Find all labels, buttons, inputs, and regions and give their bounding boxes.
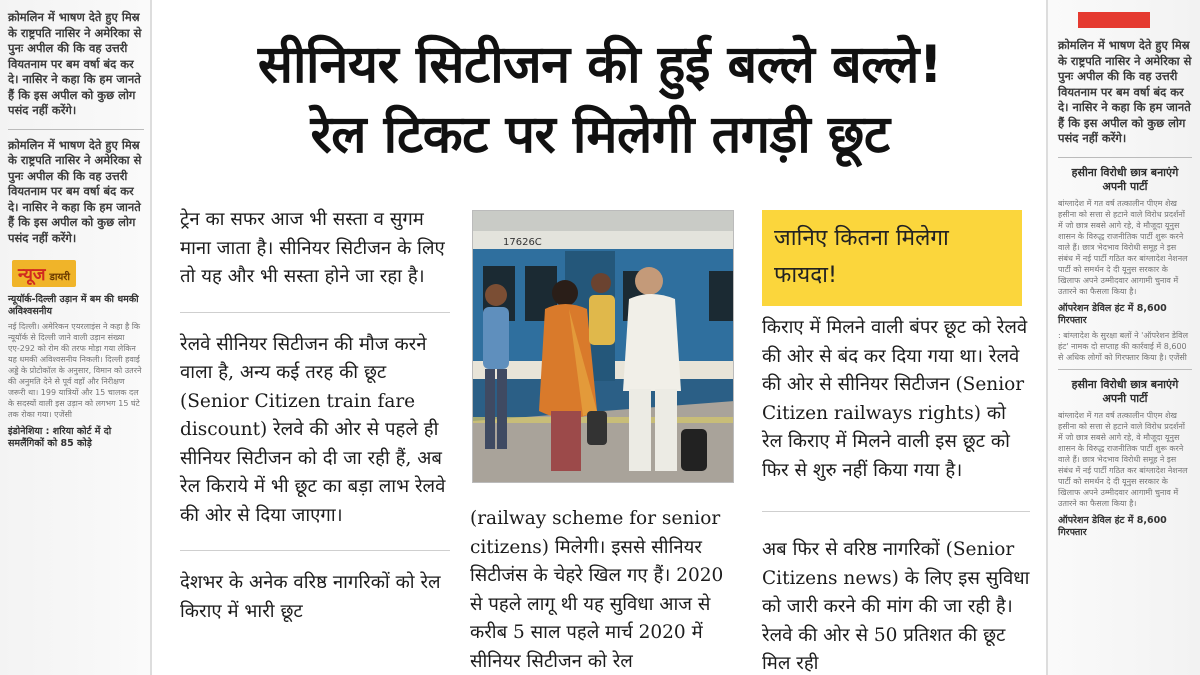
left-news-body-1: नई दिल्ली। अमेरिकन एयरलाइंस ने कहा है कि न्यूयॉर्क से दिल्ली जाने वाली उड़ान संख्या एए-292 को रोम की तरफ मोड़ा गया लेकिन यह धमकी अविश्वसनीय निकली। दिल्ली हवाई अड्डे के प्रोटोकॉल के अनुसार, विमान को उतरने की अनुमति देने से पूर्व वहाँ और निरीक्षण जरूरी था। 199 यात्रियों और 15 चालक दल के सदस्यों वाली इस उड़ान को लगभग 15 घंटे तक रोका गया। एजेंसी [8, 322, 142, 419]
col3-divider [762, 511, 1030, 512]
right-blurb: क्रोमलिन में भाषण देते हुए मिस्र के राष्ट्रपति नासिर ने अमेरिका से पुनः अपील की कि वह उत्तरी वियतनाम पर बम वर्षा बंद कर दे। नासिर ने कहा कि हम जानते हैं कि इस अपील को कुछ लोग पसंद नहीं करेंगे। [1058, 38, 1192, 145]
right-box-head-1: हसीना विरोधी छात्र बनाएंगे अपनी पार्टी [1071, 165, 1179, 193]
coach-number: 17626C [503, 237, 542, 248]
article-column-1 [180, 206, 450, 626]
right-tiny-body-1: : बांग्लादेश के सुरक्षा बलों ने 'ऑपरेशन डेविल हंट' नामक दो सप्ताह की कार्रवाई में 8,600 से अधिक लोगों को गिरफ्तार किया है। एजेंसी [1058, 330, 1189, 362]
left-blurb-1: क्रोमलिन में भाषण देते हुए मिस्र के राष्ट्रपति नासिर ने अमेरिका से पुनः अपील की कि वह उत्तरी वियतनाम पर बम वर्षा बंद कर दे। नासिर ने कहा कि हम जानते हैं कि इस अपील को कुछ लोग पसंद नहीं करेंगे। [8, 10, 142, 117]
col1-paragraph-1: ट्रेन का सफर आज भी सस्ता व सुगम माना जाता है। सीनियर सिटीजन के लिए तो यह और भी सस्ता होने जा रहा है। [180, 209, 445, 287]
right-red-bar [1078, 12, 1150, 28]
left-news-head-1: न्यूयॉर्क-दिल्ली उड़ान में बम की धमकी अविश्वसनीय [8, 294, 139, 317]
headline-line-1: सीनियर सिटीजन की हुई बल्ले बल्ले! [257, 35, 943, 95]
left-newspaper-strip [0, 0, 152, 675]
col1-divider-1 [180, 312, 450, 313]
callout-text: जानिए कितना मिलेगा फायदा! [774, 225, 949, 288]
article-column-2 [470, 505, 732, 675]
article-column-3 [762, 314, 1030, 675]
col3-paragraph-1: किराए में मिलने वाली बंपर छूट को रेलवे की ओर से बंद कर दिया गया था। रेलवे की ओर से सीनियर सिटीजन (Senior Citizen railways rights) को रेल किराए में मिलने वाली इस छूट को फिर से शुरु नहीं किया गया है। [762, 317, 1028, 481]
col1-paragraph-2: रेलवे सीनियर सिटीजन की मौज करने वाला है, अन्य कई तरह की छूट (Senior Citizen train fare discount) रेलवे की ओर से पहले ही सीनियर सिटीजन को दी जा रही हैं, अब रेल किराये में भी छूट का बड़ा लाभ रेलवे की ओर से दिया जाएगा। [180, 333, 446, 526]
right-newspaper-strip [1046, 0, 1200, 675]
col1-paragraph-3: देशभर के अनेक वरिष्ठ नागरिकों को रेल किराए में भारी छूट [180, 572, 441, 622]
news-diary-sub: डायरी [49, 272, 70, 283]
left-news-head-2: इंडोनेशिया : शरिया कोर्ट में दो समलैंगिकों को 85 कोड़े [8, 426, 112, 449]
right-tiny-head-1: ऑपरेशन डेविल हंट में 8,600 गिरफ्तार [1058, 302, 1167, 326]
train-platform-photo [472, 210, 734, 483]
callout-box [762, 210, 1022, 306]
col1-divider-2 [180, 550, 450, 551]
headline [160, 30, 1040, 170]
headline-line-2: रेल टिकट पर मिलेगी तगड़ी छूट [310, 105, 890, 165]
right-tiny-head-2: ऑपरेशन डेविल हंट में 8,600 गिरफ्तार [1058, 514, 1167, 538]
left-rule [8, 129, 144, 130]
col3-paragraph-2: अब फिर से वरिष्ठ नागरिकों (Senior Citizens news) के लिए इस सुविधा को जारी करने की मांग की जा रही है। रेलवे की ओर से 50 प्रतिशत की छूट मिल रही [762, 539, 1030, 674]
right-box-body-2: बांग्लादेश में गत वर्ष तत्कालीन पीएम शेख हसीना को सत्ता से हटाने वाले विरोध प्रदर्शनों में जो छात्र सबसे आगे रहे, वे मौजूदा यूनुस शासन के विरुद्ध राजनीतिक पार्टी शुरू करने वाले हैं। छात्र भेदभाव विरोधी समूह ने इस संबंध में नई पार्टी गठित कर बांग्लादेश नेशनल पार्टी को समर्थन दे दी यूनुस सरकार के खिलाफ अपने उम्मीदवार आगामी चुनाव में उतारने का फैसला किया है। [1058, 410, 1188, 508]
col2-paragraph-1: (railway scheme for senior citizens) मिलेगी। इससे सीनियर सिटीजंस के चेहरे खिल गए हैं। 2020 से पहले लागू थी यह सुविधा आज से करीब 5 साल पहले मार्च 2020 में सीनियर सिटीजन को रेल [470, 508, 724, 672]
news-diary-badge [12, 260, 76, 287]
right-box-body-1: बांग्लादेश में गत वर्ष तत्कालीन पीएम शेख हसीना को सत्ता से हटाने वाले विरोध प्रदर्शनों में जो छात्र सबसे आगे रहे, वे मौजूदा यूनुस शासन के विरुद्ध राजनीतिक पार्टी शुरू करने वाले हैं। छात्र भेदभाव विरोधी समूह ने इस संबंध में नई पार्टी गठित कर बांग्लादेश नेशनल पार्टी को समर्थन दे दी यूनुस सरकार के खिलाफ अपने उम्मीदवार आगामी चुनाव में उतारने का फैसला किया है। [1058, 198, 1188, 296]
right-rule-1 [1058, 157, 1192, 158]
right-box-head-2: हसीना विरोधी छात्र बनाएंगे अपनी पार्टी [1071, 377, 1179, 405]
photo-illustration [473, 211, 734, 483]
news-diary-label: न्यूज [18, 265, 46, 285]
right-rule-2 [1058, 369, 1192, 370]
left-blurb-2: क्रोमलिन में भाषण देते हुए मिस्र के राष्ट्रपति नासिर ने अमेरिका से पुनः अपील की कि वह उत्तरी वियतनाम पर बम वर्षा बंद कर दे। नासिर ने कहा कि हम जानते हैं कि इस अपील को कुछ लोग पसंद नहीं करेंगे। [8, 137, 142, 245]
